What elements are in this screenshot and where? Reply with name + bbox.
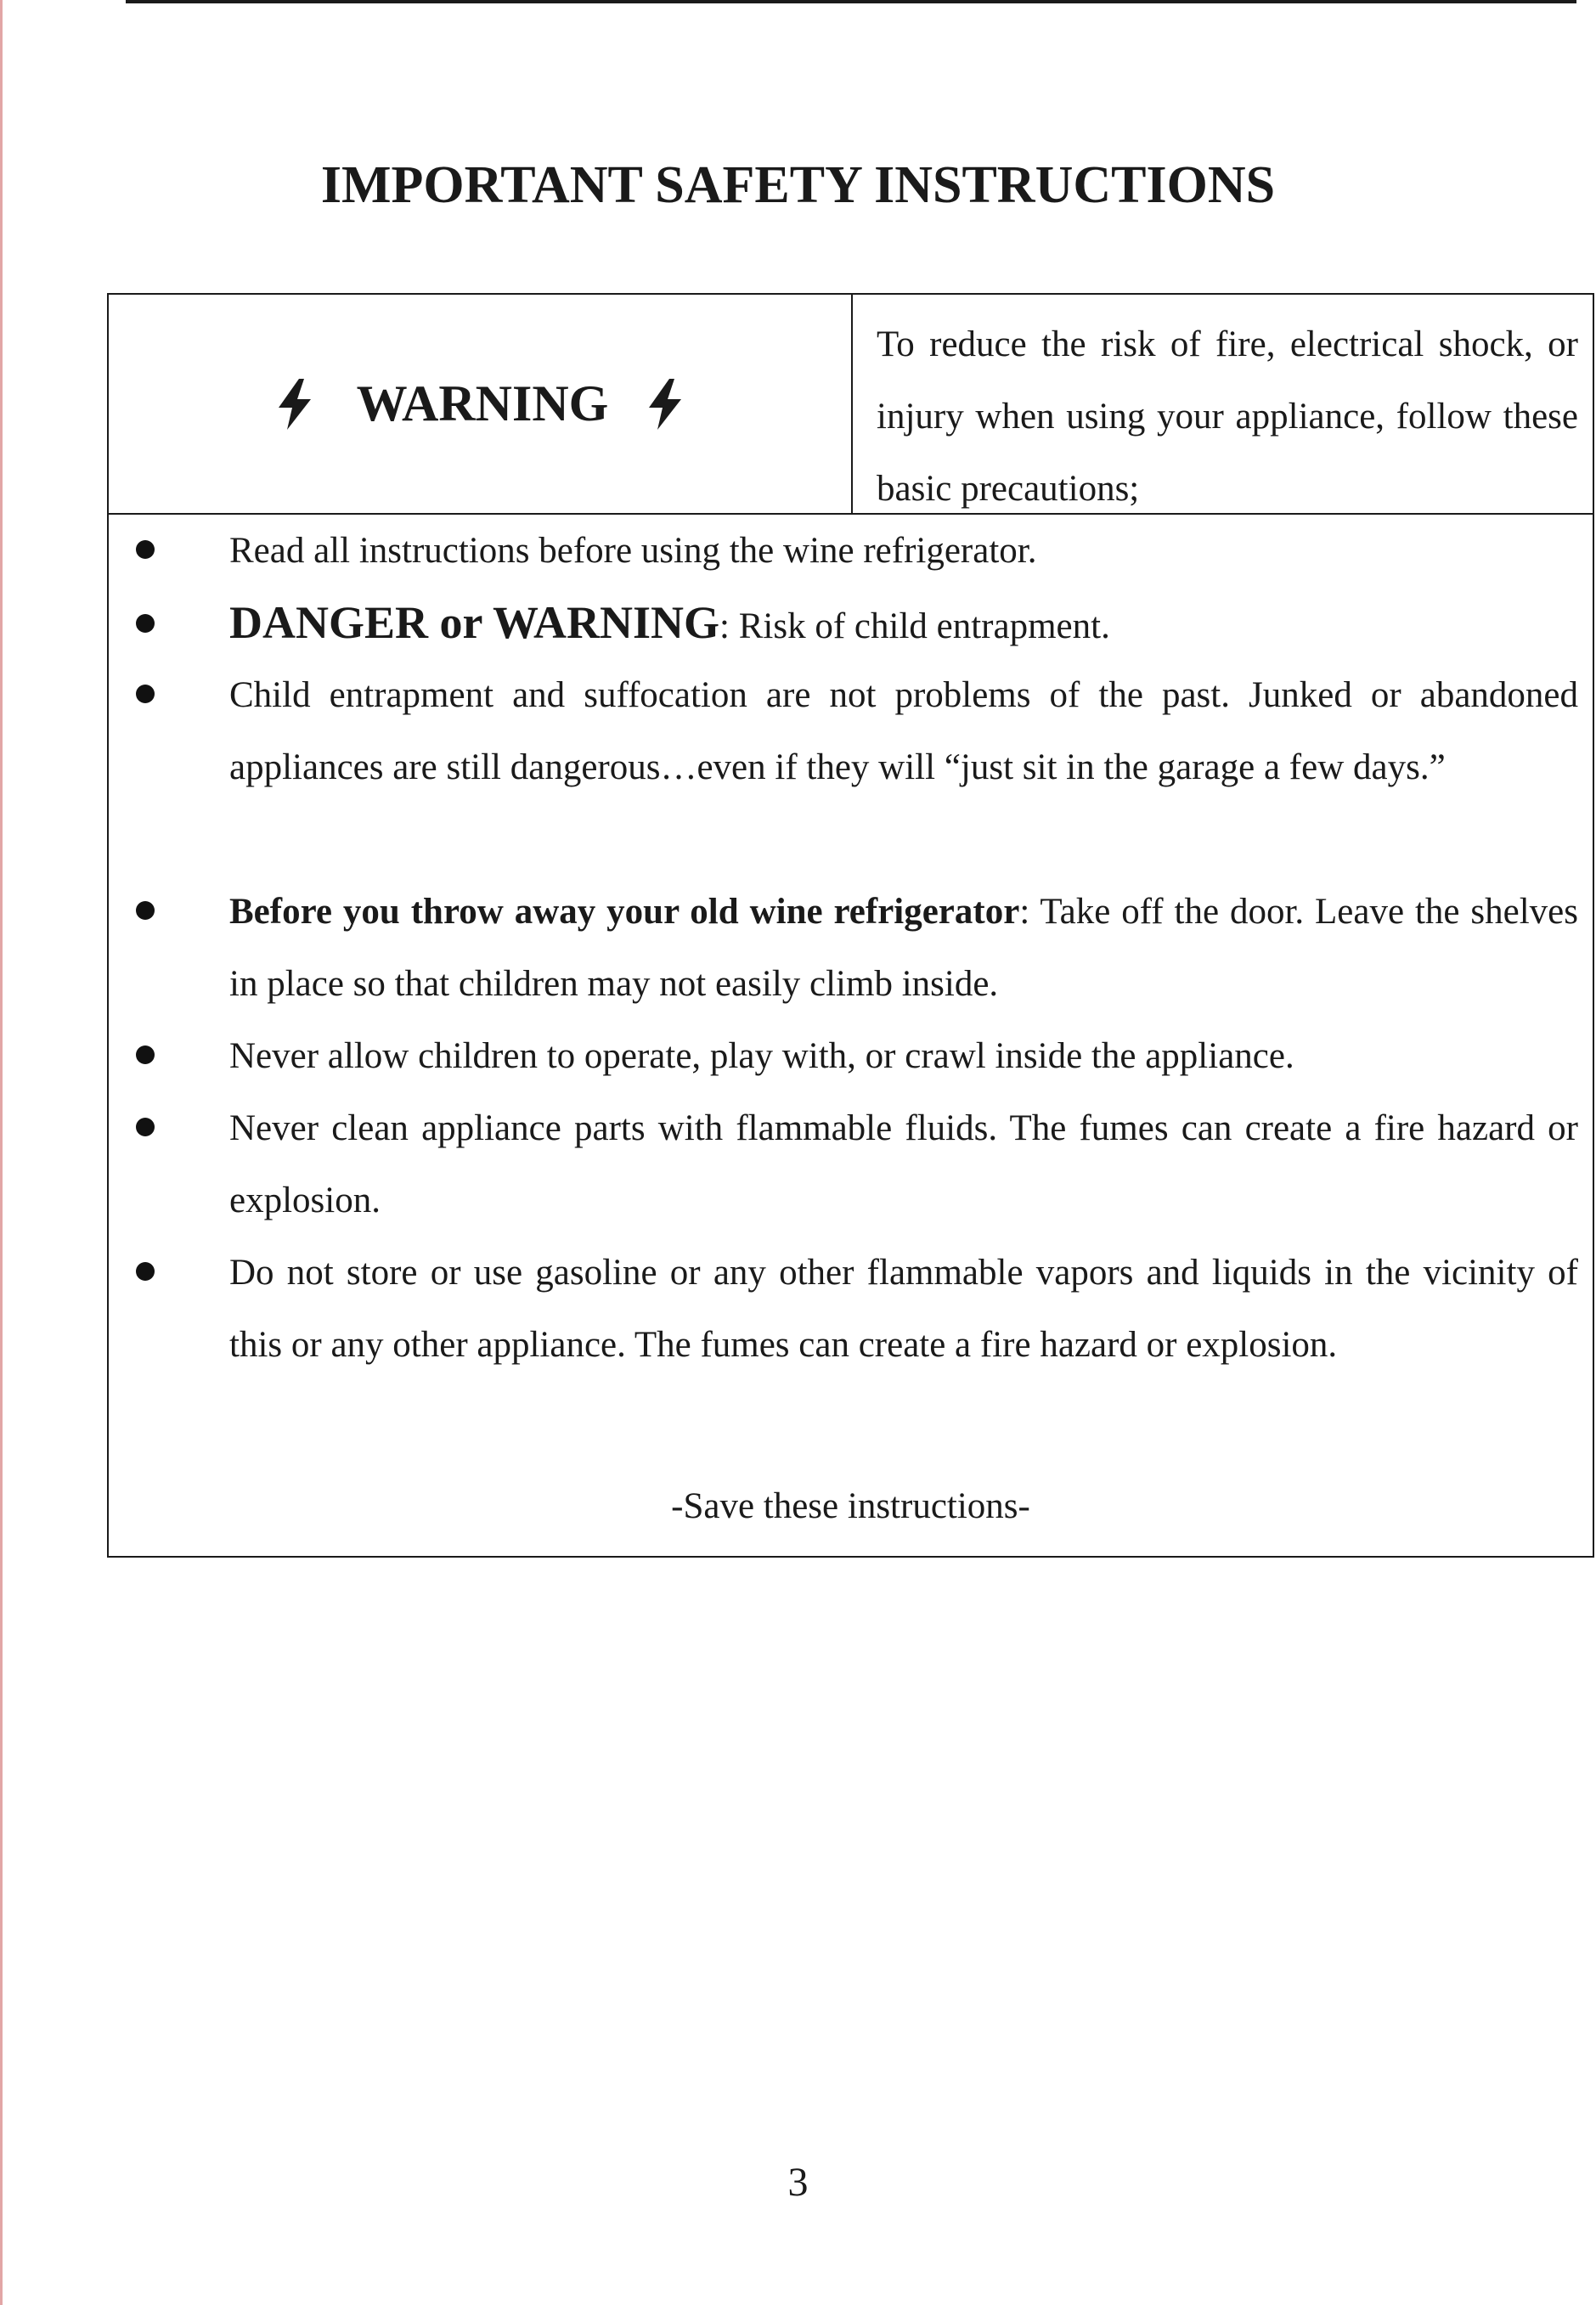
bullet-icon <box>136 1118 155 1136</box>
item-body: Do not store or use gasoline or any other flammable vapors and liquids in the vicinity of this or any other appliance. The fumes can create a fire hazard or explosion. <box>229 1253 1578 1365</box>
cell-divider <box>851 295 853 513</box>
page-edge-line <box>0 0 3 2305</box>
bullet-icon <box>136 1262 155 1281</box>
warning-label: WARNING <box>356 375 609 431</box>
item-text <box>229 876 1578 1020</box>
bullet-icon <box>136 901 155 920</box>
bullet-icon <box>136 614 155 633</box>
top-rule <box>126 0 1576 3</box>
item-text <box>229 515 1578 587</box>
bullet-icon <box>136 540 155 559</box>
lightning-bolt-icon <box>646 379 685 430</box>
item-text <box>229 587 1578 662</box>
safety-box <box>107 293 1594 1558</box>
item-body: Never clean appliance parts with flammable fluids. The fumes can create a fire hazard or explosion. <box>229 1108 1578 1220</box>
item-body: Read all instructions before using the wine refrigerator. <box>229 531 1037 571</box>
page-number: 3 <box>787 2160 809 2205</box>
item-bold: DANGER or WARNING <box>229 597 720 648</box>
item-body: : Take off the door. Leave the shelves in place so that children may not easily climb inside. <box>229 892 1578 1004</box>
item-body: : Risk of child entrapment. <box>719 606 1110 646</box>
item-text <box>229 1092 1578 1237</box>
warning-text: To reduce the risk of fire, electrical shock, or injury when using your appliance, follow these basic precautions; <box>877 324 1578 509</box>
item-text <box>229 1237 1578 1381</box>
warning-cell <box>109 295 851 513</box>
item-body: Never allow children to operate, play with, or crawl inside the appliance. <box>229 1036 1294 1076</box>
page-title: IMPORTANT SAFETY INSTRUCTIONS <box>320 156 1276 214</box>
item-text <box>229 659 1578 803</box>
item-body: Child entrapment and suffocation are not problems of the past. Junked or abandoned appliances are still dangerous…even if they will “just sit in the garage a few days.” <box>229 675 1578 787</box>
bullet-icon <box>136 1045 155 1064</box>
item-text <box>229 1020 1578 1092</box>
item-bold: Before you throw away your old wine refrigerator <box>229 892 1020 932</box>
bullet-icon <box>136 685 155 703</box>
lightning-bolt-icon <box>275 379 314 430</box>
save-instructions: -Save these instructions- <box>671 1486 1030 1526</box>
